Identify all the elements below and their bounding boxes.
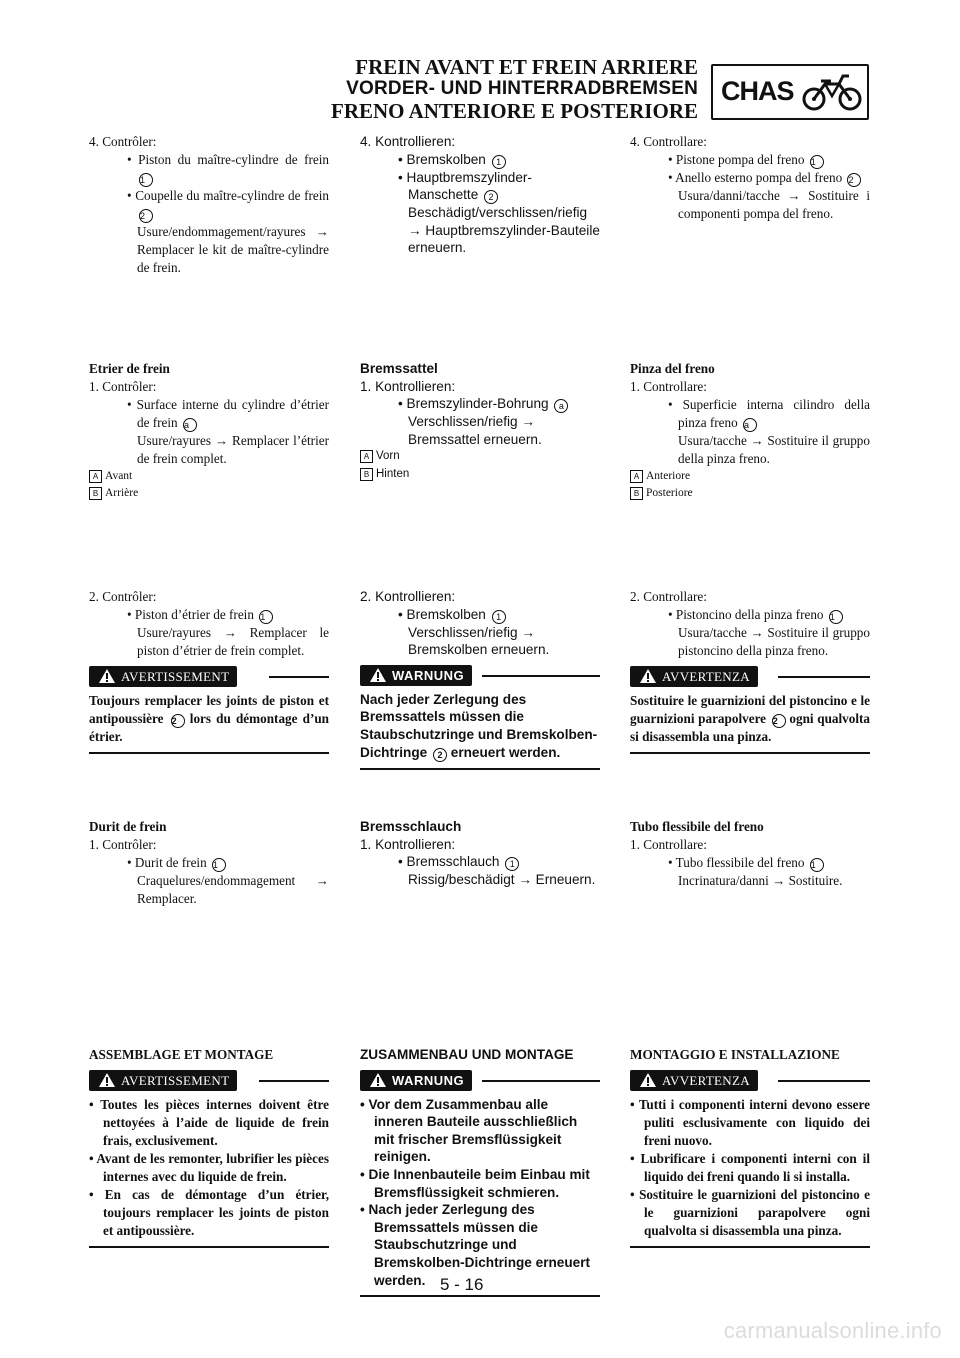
it-bullet: • Anello esterno pompa del freno 2	[630, 169, 870, 187]
it-legend-item: B Posteriore	[630, 485, 870, 502]
it-section-caliper	[630, 360, 870, 502]
warning-text: Nach jeder Zerlegung des Bremssattels müssen die Staubschutzringe und Bremskolben-Dichtringe 2 erneuert werden.	[360, 691, 598, 760]
fr-section-caliper-piston	[89, 588, 329, 754]
warning-rule	[482, 675, 600, 677]
it-bullet: • Tubo flessibile del freno 1	[630, 854, 870, 872]
callout-marker: 2	[772, 714, 786, 728]
warning-text: Sostituire le guarnizioni del pistoncino e le guarnizioni parapolvere 2 ogni qualvolta si disassembla una pinza.	[630, 693, 871, 744]
it-bullet: • Superficie interna cilindro della pinza freno a	[668, 397, 870, 430]
warning-triangle-icon	[370, 1073, 386, 1087]
list-item: • Nach jeder Zerlegung des Bremssattels müssen die Staubschutzringe und Bremskolben-Dichtringe erneuert werden.	[360, 1202, 591, 1288]
it-heading: MONTAGGIO E INSTALLAZIONE	[630, 1047, 840, 1062]
it-bullet-detail: Usura/tacche → Sostituire il gruppo pistoncino della pinza freno.	[678, 625, 870, 658]
de-bullet-detail: Verschlissen/riefig → Bremssattel erneuern.	[408, 414, 542, 447]
legend-key: A	[89, 470, 102, 483]
it-section-hose	[630, 818, 870, 890]
warning-banner	[89, 1070, 329, 1092]
warning-end-rule	[360, 768, 600, 770]
list-item: • Avant de les remonter, lubrifier les pièces internes avec du liquide de frein.	[89, 1151, 329, 1184]
de-heading: Bremssattel	[360, 361, 438, 376]
warning-rule	[778, 676, 870, 678]
callout-marker: a	[183, 418, 197, 432]
de-section-caliper-piston	[360, 588, 600, 770]
callout-marker: 2	[139, 209, 153, 223]
it-bullet-detail: Incrinatura/danni → Sostituire.	[678, 873, 843, 888]
callout-marker: 2	[847, 173, 861, 187]
legend-key: A	[630, 470, 643, 483]
de-step: 2. Kontrollieren:	[360, 589, 456, 604]
legend-key: B	[630, 487, 643, 500]
de-section-master-cylinder	[360, 133, 600, 257]
warning-end-rule	[89, 1246, 329, 1248]
warning-banner	[630, 1070, 870, 1092]
de-bullet: • Bremszylinder-Bohrung a	[360, 395, 600, 413]
warning-banner	[89, 666, 329, 688]
section-badge-label: CHAS	[721, 76, 794, 106]
warning-triangle-icon	[99, 669, 115, 683]
de-bullet: • Bremskolben 1	[360, 606, 600, 624]
callout-marker: 1	[829, 610, 843, 624]
it-bullet: • Pistone pompa del freno 1	[630, 151, 870, 169]
legend-key: B	[89, 487, 102, 500]
it-step: 1. Controllare:	[630, 379, 707, 394]
fr-legend-item: A Avant	[89, 468, 329, 485]
warning-label: WARNUNG	[360, 1070, 472, 1091]
fr-section-assembly	[89, 1046, 329, 1248]
fr-bullet-detail: Craquelures/endommagement → Remplacer.	[137, 873, 329, 906]
page-number: 5 - 16	[440, 1275, 484, 1294]
warning-rule	[259, 1080, 329, 1082]
warning-triangle-icon	[640, 669, 656, 683]
header-title-de: VORDER- UND HINTERRADBREMSEN	[346, 78, 698, 99]
warning-banner	[360, 665, 600, 687]
de-step: 4. Kontrollieren:	[360, 134, 456, 149]
fr-section-master-cylinder	[89, 133, 329, 277]
header-title-fr: FREIN AVANT ET FREIN ARRIERE	[355, 55, 698, 79]
callout-marker: 2	[171, 714, 185, 728]
fr-bullet: • Durit de frein 1	[89, 854, 329, 872]
de-section-assembly	[360, 1046, 600, 1297]
page-header	[331, 56, 698, 122]
fr-legend-item: B Arrière	[89, 485, 329, 502]
warning-label: AVERTISSEMENT	[89, 1070, 237, 1091]
it-bullet-detail: Usura/tacche → Sostituire il gruppo della pinza freno.	[678, 433, 870, 466]
legend-key: B	[360, 468, 373, 481]
fr-section-hose	[89, 818, 329, 908]
de-bullet-detail: Beschädigt/verschlissen/riefig → Hauptbremszylinder-Bauteile erneuern.	[408, 205, 600, 256]
it-section-assembly	[630, 1046, 870, 1248]
warning-label: AVVERTENZA	[630, 666, 758, 687]
it-step: 4. Controllare:	[630, 134, 707, 149]
list-item: • Lubrificare i componenti interni con il liquido dei freni quando li si installa.	[630, 1151, 870, 1184]
de-section-caliper	[360, 360, 600, 484]
warning-banner	[360, 1070, 600, 1092]
list-item: • Sostituire le guarnizioni del pistoncino e le guarnizioni parapolvere ogni qualvolta si disassembla una pinza.	[630, 1187, 870, 1238]
it-legend-item: A Anteriore	[630, 468, 870, 485]
fr-bullet: • Piston du maître-cylindre de frein 1	[127, 152, 329, 185]
fr-bullet: • Coupelle du maître-cylindre de frein 2	[127, 188, 329, 221]
header-title-it: FRENO ANTERIORE E POSTERIORE	[331, 99, 698, 123]
warning-end-rule	[630, 752, 870, 754]
fr-step: 1. Contrôler:	[89, 837, 157, 852]
list-item: • Die Innenbauteile beim Einbau mit Bremsflüssigkeit schmieren.	[360, 1166, 590, 1200]
de-section-hose	[360, 818, 600, 889]
de-heading: Bremsschlauch	[360, 819, 462, 834]
callout-marker: 1	[259, 610, 273, 624]
de-heading: ZUSAMMENBAU UND MONTAGE	[360, 1047, 574, 1062]
it-step: 1. Controllare:	[630, 837, 707, 852]
warning-rule	[778, 1080, 870, 1082]
warning-triangle-icon	[99, 1073, 115, 1087]
callout-marker: a	[554, 399, 568, 413]
warning-end-rule	[89, 752, 329, 754]
fr-heading: ASSEMBLAGE ET MONTAGE	[89, 1047, 274, 1062]
warning-end-rule	[360, 1295, 600, 1297]
it-step: 2. Controllare:	[630, 589, 707, 604]
warning-rule	[269, 676, 329, 678]
fr-step: 4. Contrôler:	[89, 134, 157, 149]
warning-label: AVERTISSEMENT	[89, 666, 237, 687]
callout-marker: 1	[139, 173, 153, 187]
fr-section-caliper	[89, 360, 329, 502]
de-bullet: • Hauptbremszylinder-Manschette 2	[398, 169, 532, 203]
callout-marker: 1	[492, 155, 506, 169]
motorcycle-icon	[801, 72, 863, 114]
de-step: 1. Kontrollieren:	[360, 378, 456, 394]
de-legend-item: A Vorn	[360, 448, 600, 466]
callout-marker: 2	[484, 190, 498, 204]
warning-label: WARNUNG	[360, 665, 472, 686]
it-heading: Pinza del freno	[630, 361, 715, 376]
callout-marker: 1	[505, 857, 519, 871]
callout-marker: 1	[492, 610, 506, 624]
list-item: • En cas de démontage d’un étrier, toujours remplacer les joints de piston et antipoussière.	[89, 1187, 329, 1238]
de-legend-item: B Hinten	[360, 466, 600, 484]
callout-marker: 1	[212, 858, 226, 872]
fr-bullet-detail: Usure/rayures → Remplacer l’étrier de frein complet.	[137, 433, 329, 466]
list-item: • Vor dem Zusammenbau alle inneren Bauteile ausschließlich mit frischer Bremsflüssigkeit reinigen.	[360, 1096, 578, 1165]
de-bullet-detail: Rissig/beschädigt → Erneuern.	[408, 872, 596, 888]
it-heading: Tubo flessibile del freno	[630, 819, 764, 834]
warning-triangle-icon	[640, 1073, 656, 1087]
de-step: 1. Kontrollieren:	[360, 836, 456, 852]
fr-bullet: • Surface interne du cylindre d’étrier de frein a	[127, 397, 329, 430]
warning-text: Toujours remplacer les joints de piston et antipoussière 2 lors du démontage d’un étrier.	[89, 693, 330, 744]
warning-label: AVVERTENZA	[630, 1070, 758, 1091]
warning-rule	[482, 1080, 600, 1082]
list-item: • Tutti i componenti interni devono essere puliti esclusivamente con liquido dei freni nuovo.	[630, 1097, 870, 1148]
fr-step: 2. Contrôler:	[89, 589, 157, 604]
de-bullet: • Bremsschlauch 1	[360, 853, 600, 871]
callout-marker: a	[743, 418, 757, 432]
it-section-master-cylinder	[630, 133, 870, 223]
it-bullet-detail: Usura/danni/tacche → Sostituire i componenti pompa del freno.	[678, 188, 870, 221]
callout-marker: 1	[810, 155, 824, 169]
warning-triangle-icon	[370, 668, 386, 682]
legend-key: A	[360, 450, 373, 463]
de-bullet: • Bremskolben 1	[360, 151, 600, 169]
watermark: carmanualsonline.info	[723, 1318, 942, 1343]
section-badge	[711, 64, 869, 120]
fr-heading: Durit de frein	[89, 819, 167, 834]
list-item: • Toutes les pièces internes doivent être nettoyées à l’aide de liquide de frein frais, exclusivement.	[89, 1097, 329, 1148]
de-bullet-detail: Verschlissen/riefig → Bremskolben erneuern.	[408, 624, 550, 658]
fr-step: 1. Contrôler:	[89, 379, 157, 394]
it-bullet: • Pistoncino della pinza freno 1	[630, 606, 870, 624]
it-section-caliper-piston	[630, 588, 870, 754]
warning-banner	[630, 666, 870, 688]
warning-end-rule	[630, 1246, 870, 1248]
fr-heading: Etrier de frein	[89, 361, 170, 376]
fr-bullet-detail: Usure/endommagement/rayures → Remplacer le kit de maître-cylindre de frein.	[137, 224, 329, 275]
callout-marker: 1	[810, 858, 824, 872]
callout-marker: 2	[433, 748, 447, 762]
fr-bullet: • Piston d’étrier de frein 1	[89, 606, 329, 624]
fr-bullet-detail: Usure/rayures → Remplacer le piston d’étrier de frein complet.	[137, 625, 329, 658]
